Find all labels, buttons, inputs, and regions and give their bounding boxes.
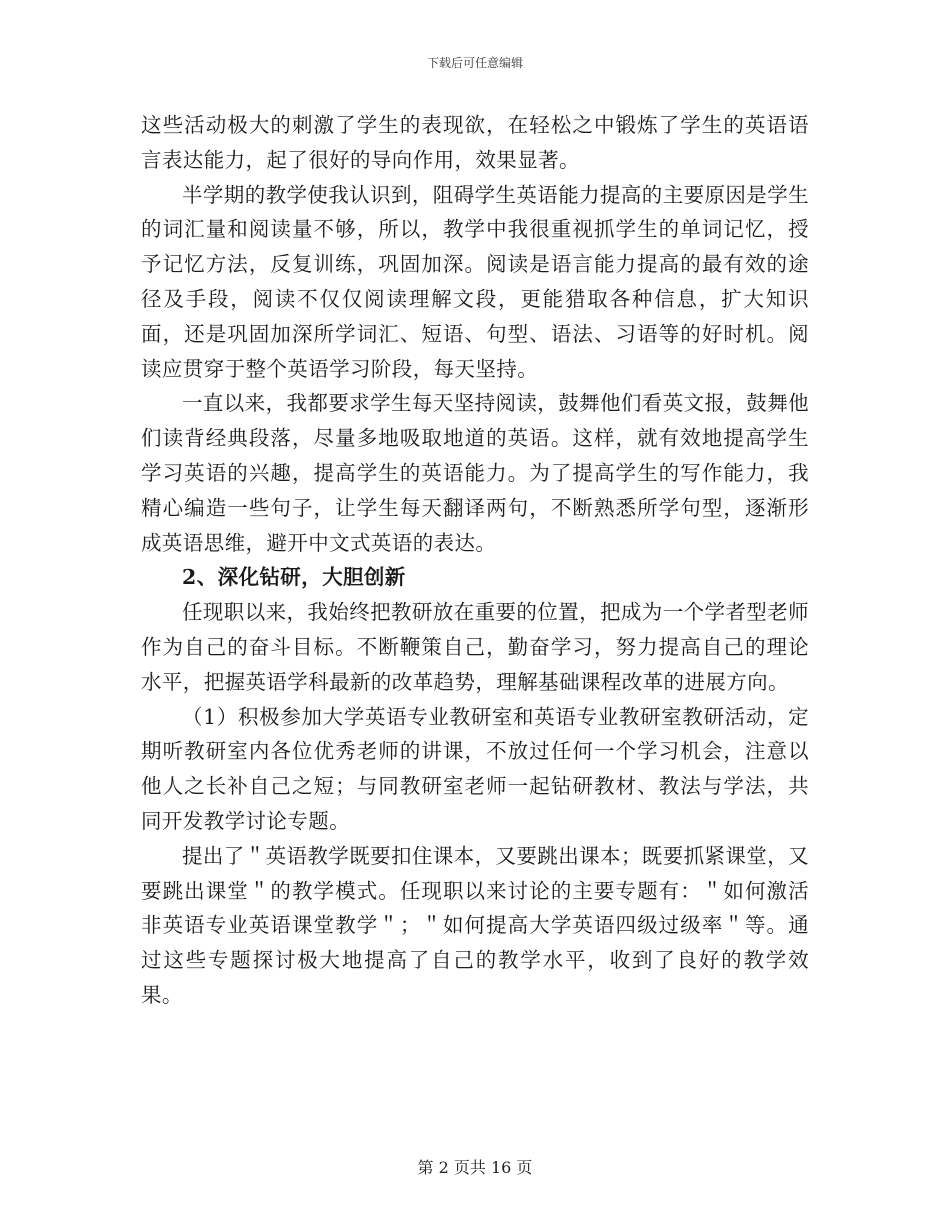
page-number: 第 2 页共 16 页 [417, 1158, 533, 1177]
paragraph-daily-reading: 一直以来，我都要求学生每天坚持阅读，鼓舞他们看英文报，鼓舞他们读背经典段落，尽量多地吸取地道的英语。这样，就有效地提高学生学习英语的兴趣，提高学生的英语能力。为了提高学生的写作能力，我精心编造一些句子，让学生每天翻译两句，不断熟悉所学句型，逐渐形成英语思维，避开中文式英语的表达。 [141, 391, 809, 555]
section-heading: 2、深化钻研，大胆创新 [182, 565, 406, 590]
paragraph-vocabulary-reading: 半学期的教学使我认识到，阻碍学生英语能力提高的主要原因是学生的词汇量和阅读量不够，所以，教学中我很重视抓学生的单词记忆，授予记忆方法，反复训练，巩固加深。阅读是语言能力提高的最有效的途径及手段，阅读不仅仅阅读理解文段，更能猎取各种信息，扩大知识面，还是巩固加深所学词汇、短语、句型、语法、习语等的好时机。阅读应贯穿于整个英语学习阶段，每天坚持。 [141, 182, 809, 381]
document-body [141, 108, 809, 1013]
page-header: 下载后可任意编辑 [426, 56, 523, 70]
paragraph-research: 任现职以来，我始终把教研放在重要的位置，把成为一个学者型老师作为自己的奋斗目标。不断鞭策自己，勤奋学习，努力提高自己的理论水平，把握英语学科最新的改革趋势，理解基础课程改革的进展方向。 [141, 600, 809, 694]
paragraph-research-activities: （1）积极参加大学英语专业教研室和英语专业教研室教研活动，定期听教研室内各位优秀老师的讲课，不放过任何一个学习机会，注意以他人之长补自己之短；与同教研室老师一起钻研教材、教法与学法，共同开发教学讨论专题。 [141, 704, 809, 833]
paragraph-teaching-model: 提出了＂英语教学既要扣住课本，又要跳出课本；既要抓紧课堂，又要跳出课堂＂的教学模式。任现职以来讨论的主要专题有：＂如何激活非英语专业英语课堂教学＂；＂如何提高大学英语四级过级率＂等。通过这些专题探讨极大地提高了自己的教学水平，收到了良好的教学效果。 [141, 843, 809, 1007]
paragraph-activities: 这些活动极大的刺激了学生的表现欲，在轻松之中锻炼了学生的英语语言表达能力，起了很好的导向作用，效果显著。 [141, 113, 809, 172]
